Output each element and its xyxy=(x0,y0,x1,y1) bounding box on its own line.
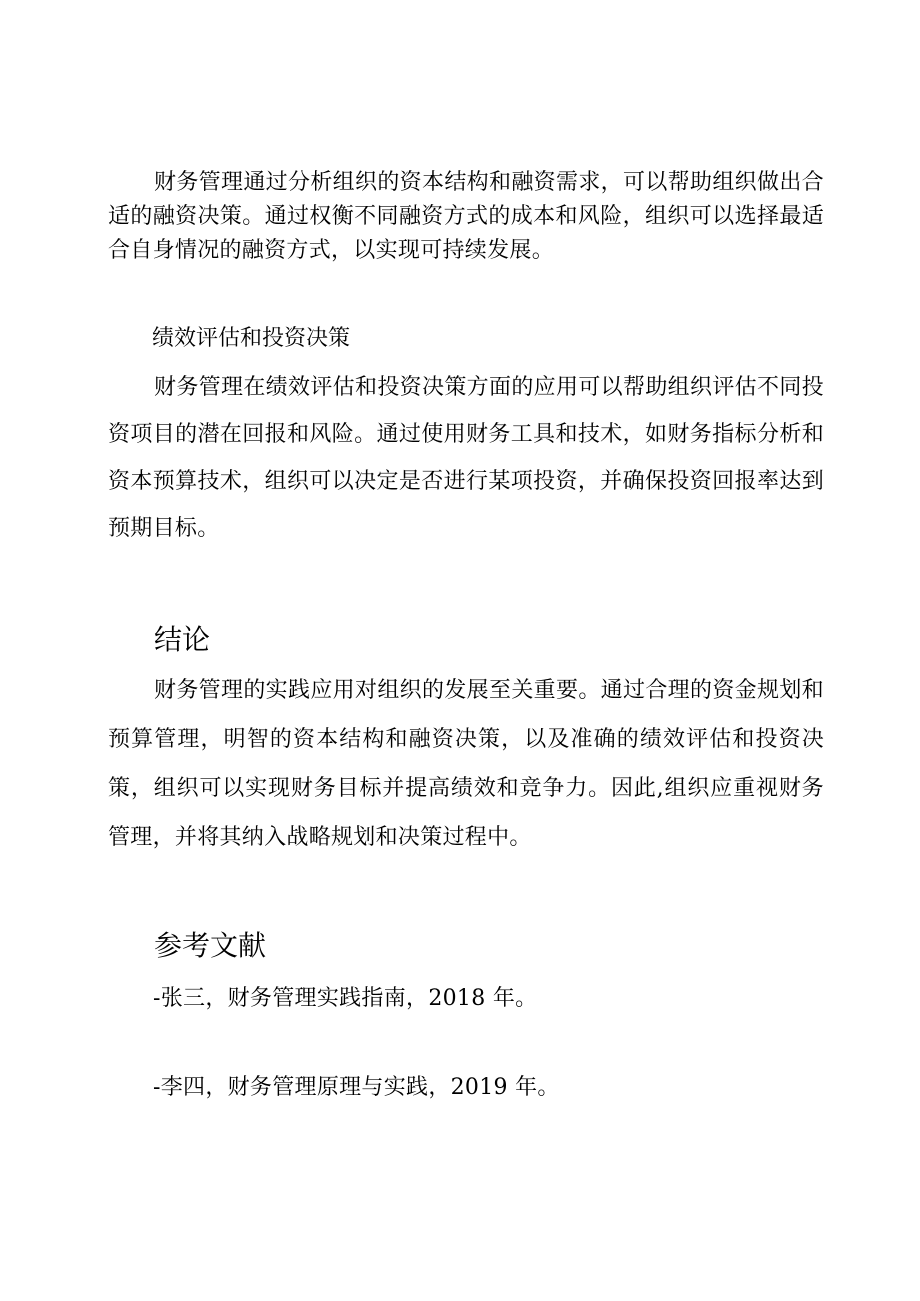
conclusion-paragraph: 财务管理的实践应用对组织的发展至关重要。通过合理的资金规划和预算管理，明智的资本结构和融资决策，以及准确的绩效评估和投资决策，组织可以实现财务目标并提高绩效和竞争力。因此,组织应重视财务管理，并将其纳入战略规划和决策过程中。 xyxy=(108,678,824,850)
reference-item: -张三，财务管理实践指南，2018 年。 xyxy=(153,986,538,1011)
reference-item: -李四，财务管理原理与实践，2019 年。 xyxy=(153,1075,560,1100)
references-heading: 参考文献 xyxy=(154,929,267,962)
conclusion-heading: 结论 xyxy=(154,623,211,656)
performance-heading: 绩效评估和投资决策 xyxy=(152,326,351,351)
performance-paragraph: 财务管理在绩效评估和投资决策方面的应用可以帮助组织评估不同投资项目的潜在回报和风险。通过使用财务工具和技术，如财务指标分析和资本预算技术，组织可以决定是否进行某项投资，并确保投资回报率达到预期目标。 xyxy=(108,375,824,541)
intro-paragraph: 财务管理通过分析组织的资本结构和融资需求，可以帮助组织做出合适的融资决策。通过权衡不同融资方式的成本和风险，组织可以选择最适合自身情况的融资方式，以实现可持续发展。 xyxy=(108,170,824,263)
